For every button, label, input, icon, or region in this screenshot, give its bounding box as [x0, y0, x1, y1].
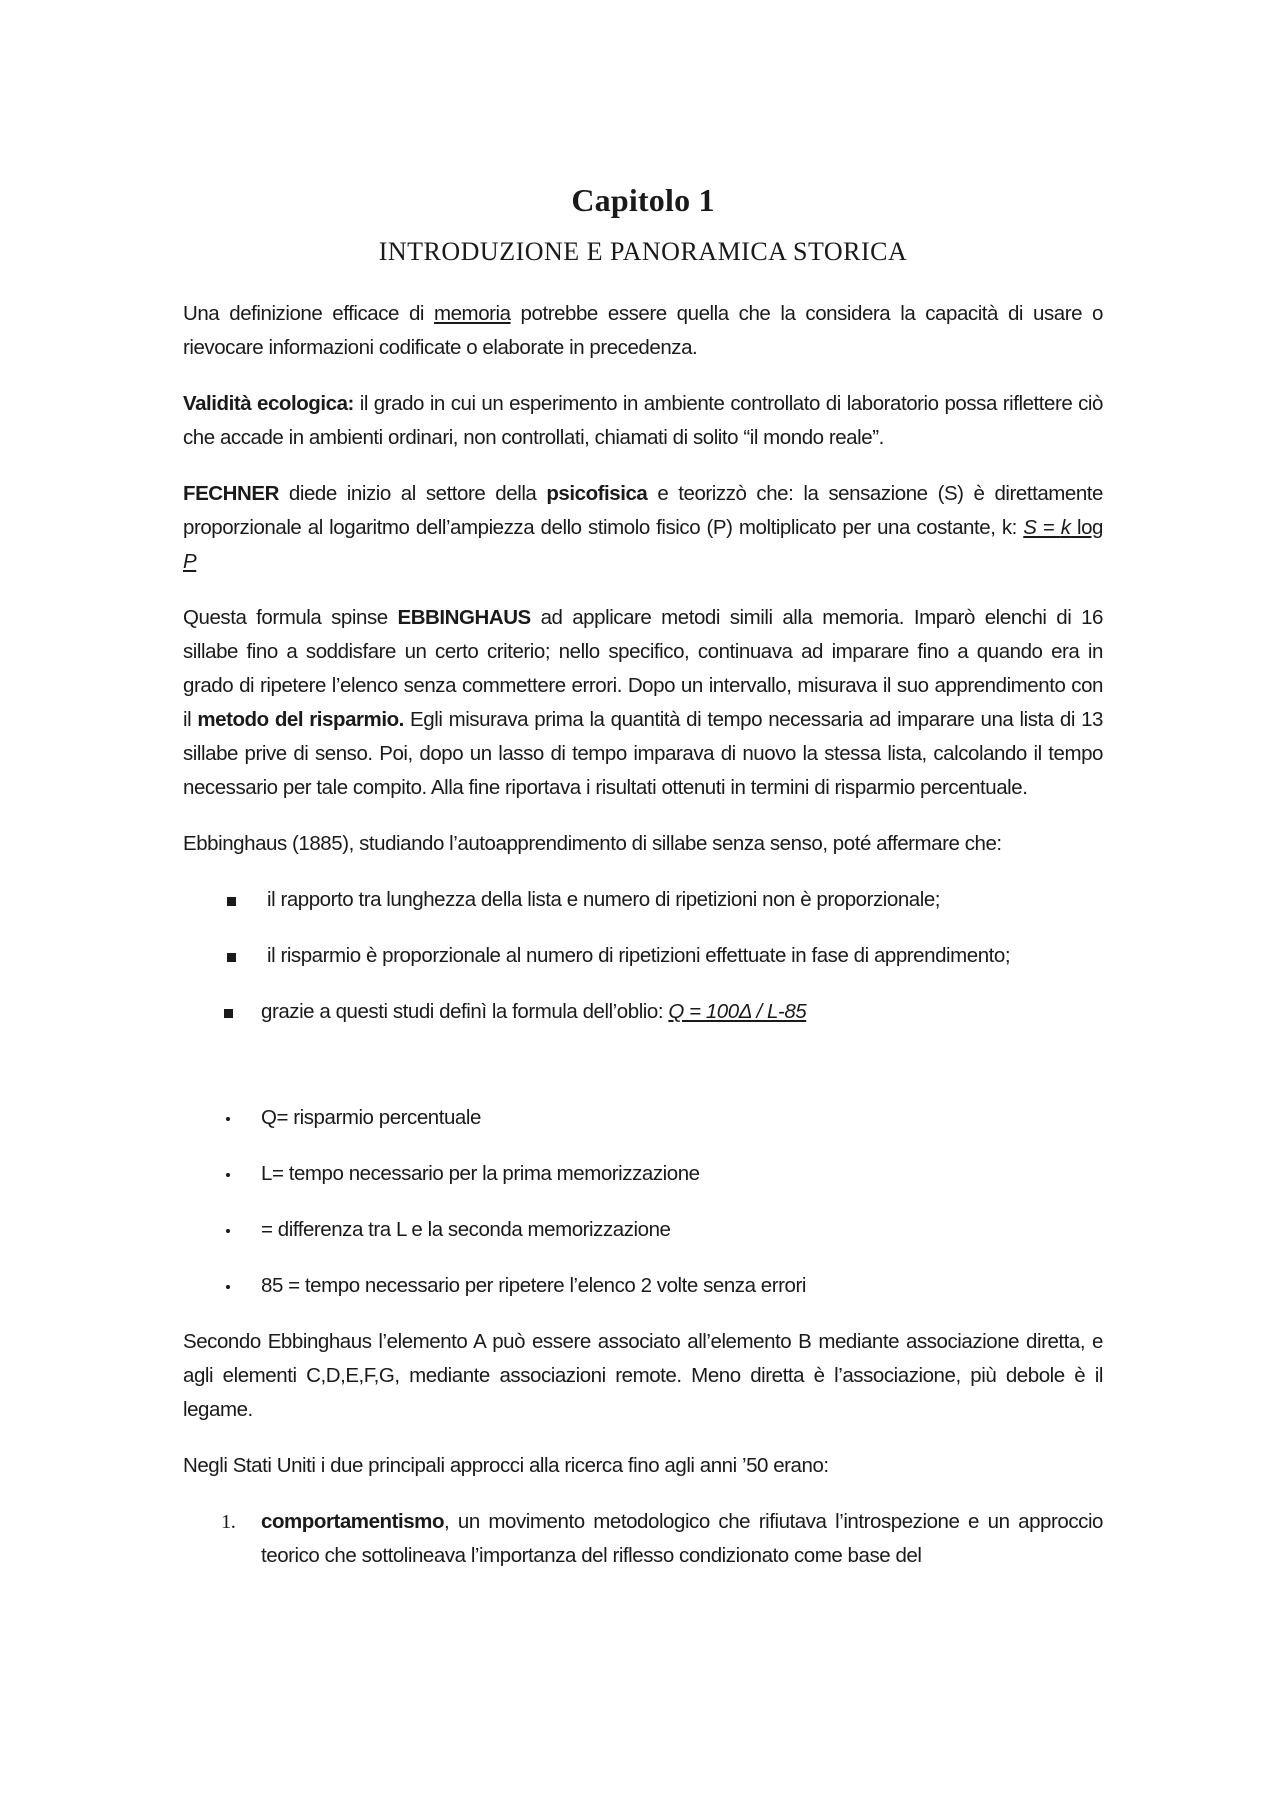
square-bullet-list: [183, 883, 1103, 1029]
list-item: [183, 1269, 1103, 1303]
text: potrebbe essere quella che la considera la capacità di usare o rievocare informazioni codificate o elaborate in precedenza.: [183, 302, 1103, 359]
square-bullet-icon: [224, 1009, 233, 1018]
paragraph-association: Secondo Ebbinghaus l’elemento A può essere associato all’elemento B mediante associazione diretta, e agli elementi C,D,E,F,G, mediante associazioni remote. Meno diretta è l’associazione, più debole è il legame.: [183, 1330, 1103, 1421]
square-bullet-icon: [227, 953, 236, 962]
chapter-title: Capitolo 1: [571, 182, 715, 218]
list-item-text: grazie a questi studi definì la formula dell’oblio:: [261, 1000, 669, 1023]
square-bullet-icon: [227, 897, 236, 906]
text: Una definizione efficace di: [183, 302, 434, 325]
paragraph-usa-approaches: Negli Stati Uniti i due principali approcci alla ricerca fino agli anni ’50 erano:: [183, 1454, 829, 1477]
page-content: [183, 182, 1103, 1573]
forgetting-formula: Q = 100Δ / L-85: [668, 1000, 807, 1023]
text: Egli misurava prima la quantità di tempo necessaria ad imparare una lista di 13 sillabe prive di senso. Poi, dopo un lasso di tempo imparava di nuovo la stessa lista, calcolando il tempo necessario per tale compito. Alla fine riportava i risultati ottenuti in termini di risparmio percentuale.: [183, 708, 1103, 799]
dot-bullet-icon: [226, 1117, 230, 1121]
dot-bullet-list: [183, 1101, 1103, 1303]
spacer: [183, 1053, 1103, 1101]
formula-p: P: [183, 550, 197, 573]
formula-log: log: [1070, 516, 1103, 539]
text: diede inizio al settore della: [278, 482, 547, 505]
name-ebbinghaus: EBBINGHAUS: [397, 606, 531, 629]
dot-bullet-icon: [226, 1285, 230, 1289]
paragraph-ebbinghaus: [183, 601, 1103, 805]
term-ecological-validity: Validità ecologica:: [183, 392, 354, 415]
dot-bullet-icon: [226, 1229, 230, 1233]
list-item: [183, 1505, 1103, 1573]
term-psicofisica: psicofisica: [546, 482, 648, 505]
list-number: 1.: [221, 1511, 236, 1533]
list-item-text: il rapporto tra lunghezza della lista e numero di ripetizioni non è proporzionale;: [267, 888, 941, 911]
term-comportamentismo: comportamentismo: [261, 1510, 445, 1533]
list-item: [183, 939, 1103, 973]
formula-eq: =: [1036, 516, 1061, 539]
numbered-list: [183, 1505, 1103, 1573]
chapter-subtitle: INTRODUZIONE E PANORAMICA STORICA: [378, 237, 908, 266]
list-item: [183, 1157, 1103, 1191]
paragraph-ebbinghaus-1885: Ebbinghaus (1885), studiando l’autoapprendimento di sillabe senza senso, poté affermare che:: [183, 832, 1002, 855]
dot-bullet-icon: [226, 1173, 230, 1177]
text: il grado in cui un esperimento in ambiente controllato di laboratorio possa riflettere ciò che accade in ambienti ordinari, non controllati, chiamati di solito “il mondo reale”.: [183, 392, 1103, 449]
list-item: [183, 1213, 1103, 1247]
list-item: [183, 1101, 1103, 1135]
paragraph-memory-definition: [183, 297, 1103, 365]
list-item-text: Q= risparmio percentuale: [261, 1106, 481, 1129]
list-item-text: 85 = tempo necessario per ripetere l’elenco 2 volte senza errori: [261, 1274, 806, 1297]
name-fechner: FECHNER: [183, 482, 279, 505]
list-item-text: , un movimento metodologico che rifiutava l’introspezione e un approccio teorico che sottolineava l’importanza del riflesso condizionato come base del: [261, 1510, 1103, 1567]
paragraph-fechner: [183, 477, 1103, 579]
formula-k: k: [1060, 516, 1071, 539]
text: ad applicare metodi simili alla memoria. Imparò elenchi di 16 sillabe fino a soddisfare un certo criterio; nello specifico, continuava ad imparare fino a quando era in grado di ripetere l’elenco senza commettere errori. Dopo un intervallo, misurava il suo apprendimento con il: [183, 606, 1103, 731]
list-item-text: = differenza tra L e la seconda memorizzazione: [261, 1218, 671, 1241]
formula-s: S: [1023, 516, 1037, 539]
text: Questa formula spinse: [183, 606, 398, 629]
text: e teorizzò che: la sensazione (S) è direttamente proporzionale al logaritmo dell’ampiezza dello stimolo fisico (P) moltiplicato per una costante, k:: [183, 482, 1103, 539]
paragraph-ecological-validity: [183, 387, 1103, 455]
list-item: [183, 995, 1103, 1029]
list-item-text: il risparmio è proporzionale al numero di ripetizioni effettuate in fase di apprendimento;: [267, 944, 1011, 967]
list-item: [183, 883, 1103, 917]
term-metodo-risparmio: metodo del risparmio.: [197, 708, 404, 731]
term-memoria: memoria: [433, 302, 511, 325]
list-item-text: L= tempo necessario per la prima memorizzazione: [261, 1162, 700, 1185]
